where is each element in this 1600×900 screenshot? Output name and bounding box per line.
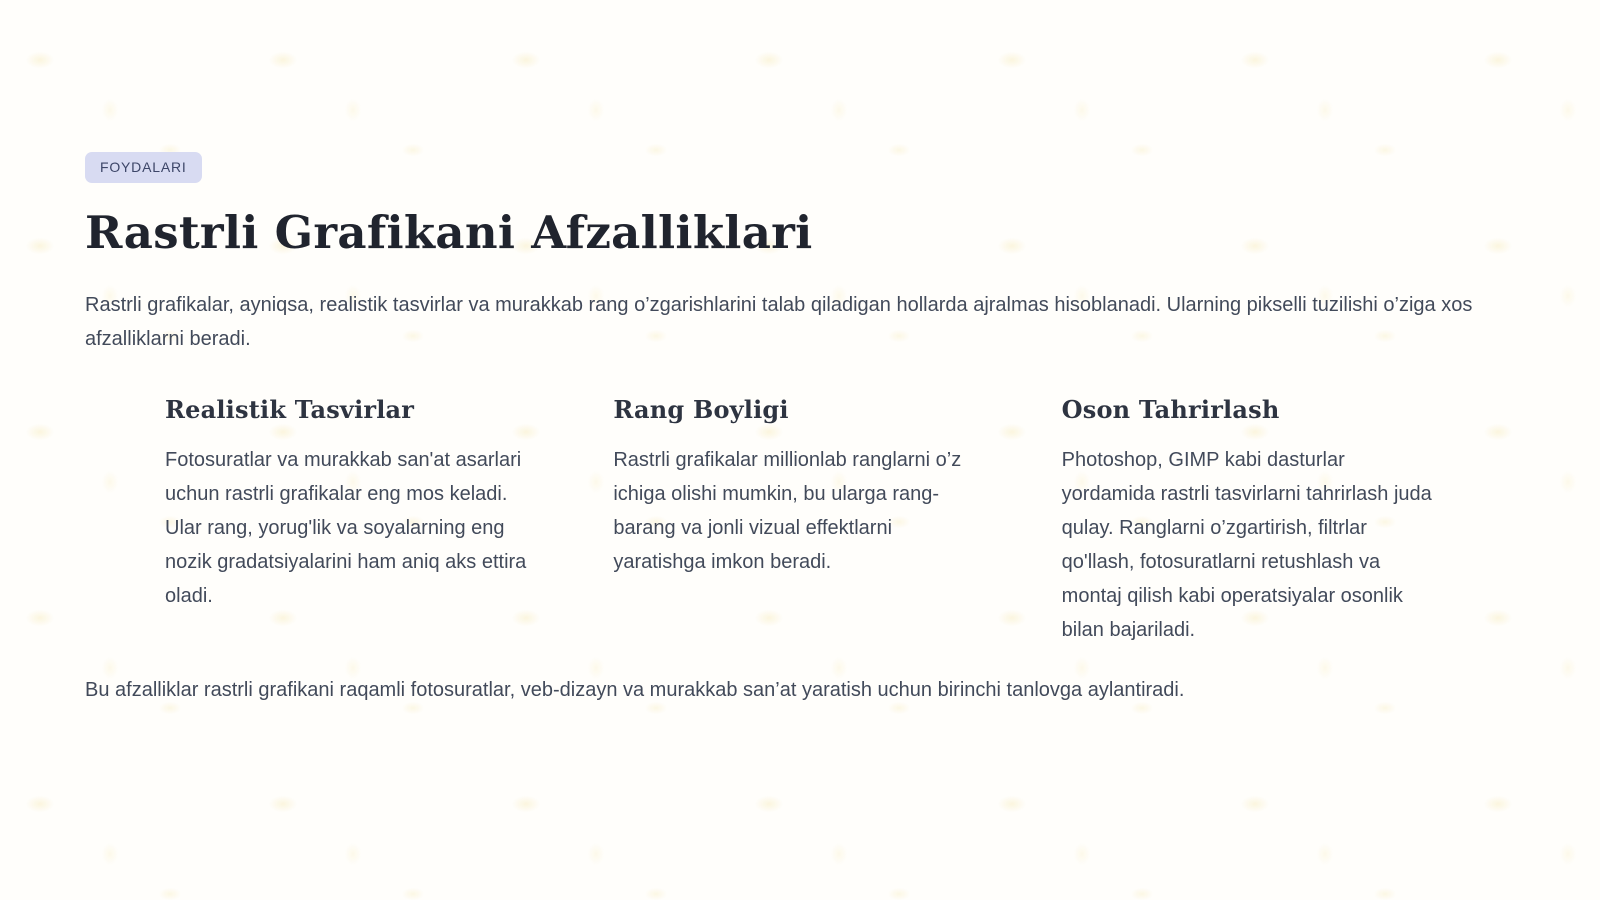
benefit-text: Photoshop, GIMP kabi dasturlar yordamida rastrli tasvirlarni tahrirlash juda qulay. Ranglarni o’zgartirish, filtrlar qo'llash, fotosuratlarni retushlash va montaj qilish kabi operatsiyalar osonlik bilan bajariladi.	[1061, 449, 1432, 641]
benefits-columns	[165, 386, 1435, 647]
category-badge: FOYDALARI	[85, 152, 202, 183]
benefit-heading: Rang Boyligi	[613, 395, 789, 424]
page-title: Rastrli Grafikani Afzalliklari	[85, 206, 813, 259]
benefit-column-rang-boyligi	[613, 386, 986, 647]
benefit-text: Fotosuratlar va murakkab san'at asarlari uchun rastrli grafikalar eng mos keladi. Ular rang, yorug'lik va soyalarning eng nozik gradatsiyalarini ham aniq aks ettira oladi.	[165, 449, 527, 607]
closing-paragraph: Bu afzalliklar rastrli grafikani raqamli fotosuratlar, veb-dizayn va murakkab san’at yaratish uchun birinchi tanlovga aylantiradi.	[85, 679, 1185, 701]
benefit-heading: Realistik Tasvirlar	[165, 395, 415, 424]
intro-paragraph: Rastrli grafikalar, ayniqsa, realistik tasvirlar va murakkab rang o’zgarishlarini talab qiladigan hollarda ajralmas hisoblanadi. Ularning pikselli tuzilishi o’ziga xos afzalliklarni beradi.	[85, 294, 1473, 350]
benefit-text: Rastrli grafikalar millionlab ranglarni o’z ichiga olishi mumkin, bu ularga rang-barang va jonli vizual effektlarni yaratishga imkon beradi.	[613, 449, 962, 573]
benefit-column-realistik-tasvirlar	[165, 386, 538, 647]
benefit-column-oson-tahrirlash	[1062, 386, 1435, 647]
benefit-heading: Oson Tahrirlash	[1061, 395, 1280, 424]
